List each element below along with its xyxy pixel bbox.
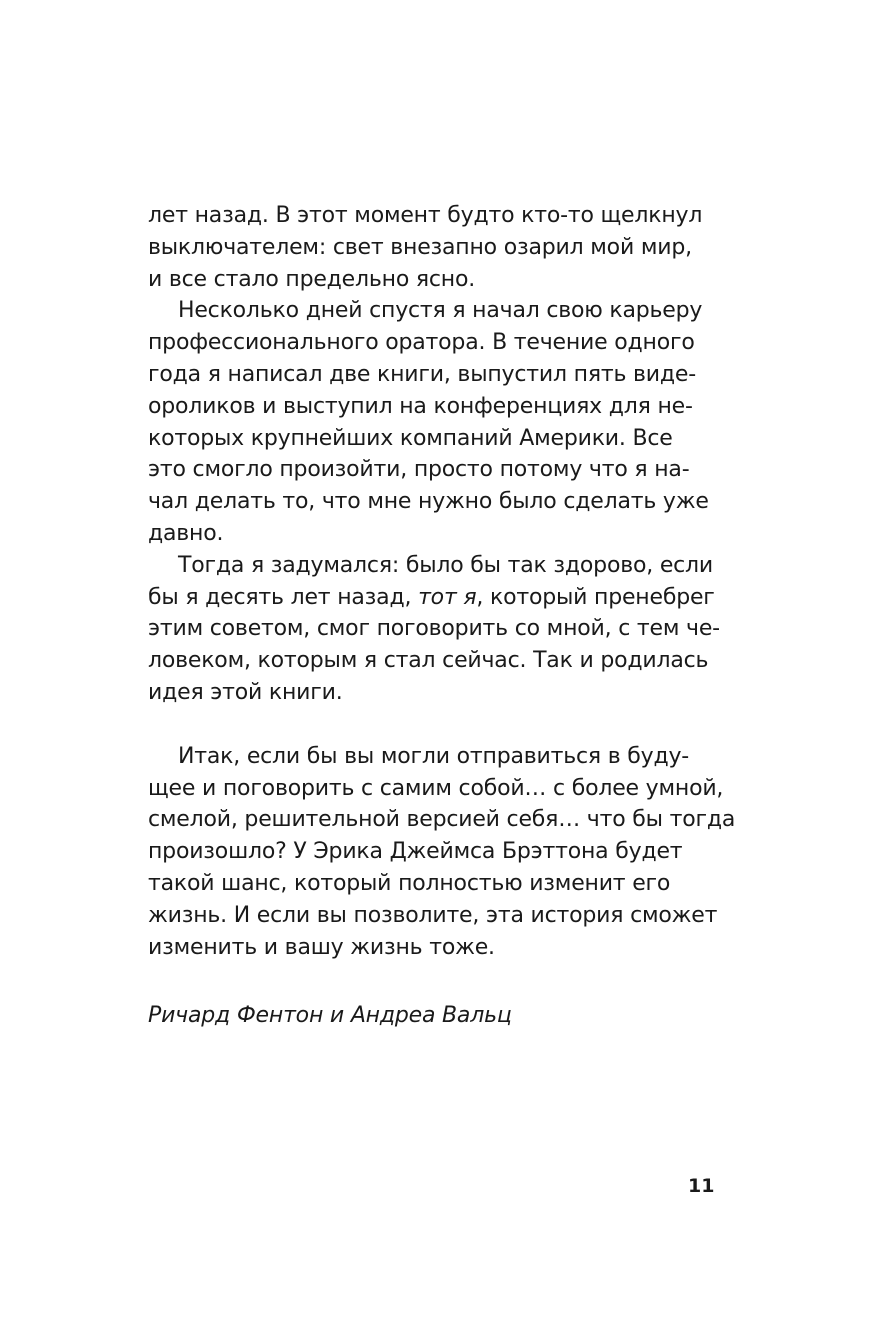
text-line: и все стало предельно ясно. [148, 266, 476, 292]
paragraph-continuation [148, 200, 708, 295]
emphasis-text: тот я [418, 584, 477, 610]
page-body-text [148, 200, 736, 963]
text-line: Несколько дней спустя я начал свою карьеру [178, 298, 703, 324]
paragraph-future-self [148, 741, 736, 964]
text-line: года я написал две книги, выпустил пять виде- [148, 361, 696, 387]
text-line: давно. [148, 520, 224, 546]
text-line: произошло? У Эрика Джеймса Брэттона будет [148, 839, 683, 865]
paragraph-spacer [148, 709, 708, 741]
text-line: чал делать то, что мне нужно было сделать уже [148, 489, 709, 515]
author-signature: Ричард Фентон и Андреа Вальц [148, 1003, 512, 1028]
text-line: такой шанс, который полностью изменит его [148, 870, 671, 896]
text-line: ороликов и выступил на конференциях для не- [148, 393, 693, 419]
text-line: профессионального оратора. В течение одного [148, 330, 695, 356]
text-segment: , который пренебрег [476, 584, 715, 610]
paragraph-book-idea [148, 550, 720, 709]
paragraph-career [148, 295, 708, 549]
text-line: щее и поговорить с самим собой… с более умной, [148, 775, 724, 801]
text-line: Тогда я задумался: было бы так здорово, если [178, 552, 714, 578]
text-segment: бы я десять лет назад, [148, 584, 419, 610]
text-line: лет назад. В этот момент будто кто-то щелкнул [148, 203, 703, 228]
text-line: выключателем: свет внезапно озарил мой мир, [148, 234, 692, 260]
text-line: это смогло произойти, просто потому что я на- [148, 457, 690, 483]
text-line-with-emphasis [148, 582, 715, 614]
text-line: изменить и вашу жизнь тоже. [148, 934, 495, 960]
text-line: ловеком, которым я стал сейчас. Так и родилась [148, 648, 709, 674]
text-line: этим советом, смог поговорить со мной, с тем че- [148, 616, 720, 642]
text-line: которых крупнейших компаний Америки. Все [148, 425, 673, 451]
text-line: смелой, решительной версией себя… что бы тогда [148, 807, 736, 833]
page-number: 11 [688, 1175, 715, 1197]
text-line: жизнь. И если вы позволите, эта история сможет [148, 902, 718, 928]
text-line: идея этой книги. [148, 679, 343, 705]
text-line: Итак, если бы вы могли отправиться в буду- [178, 743, 690, 769]
